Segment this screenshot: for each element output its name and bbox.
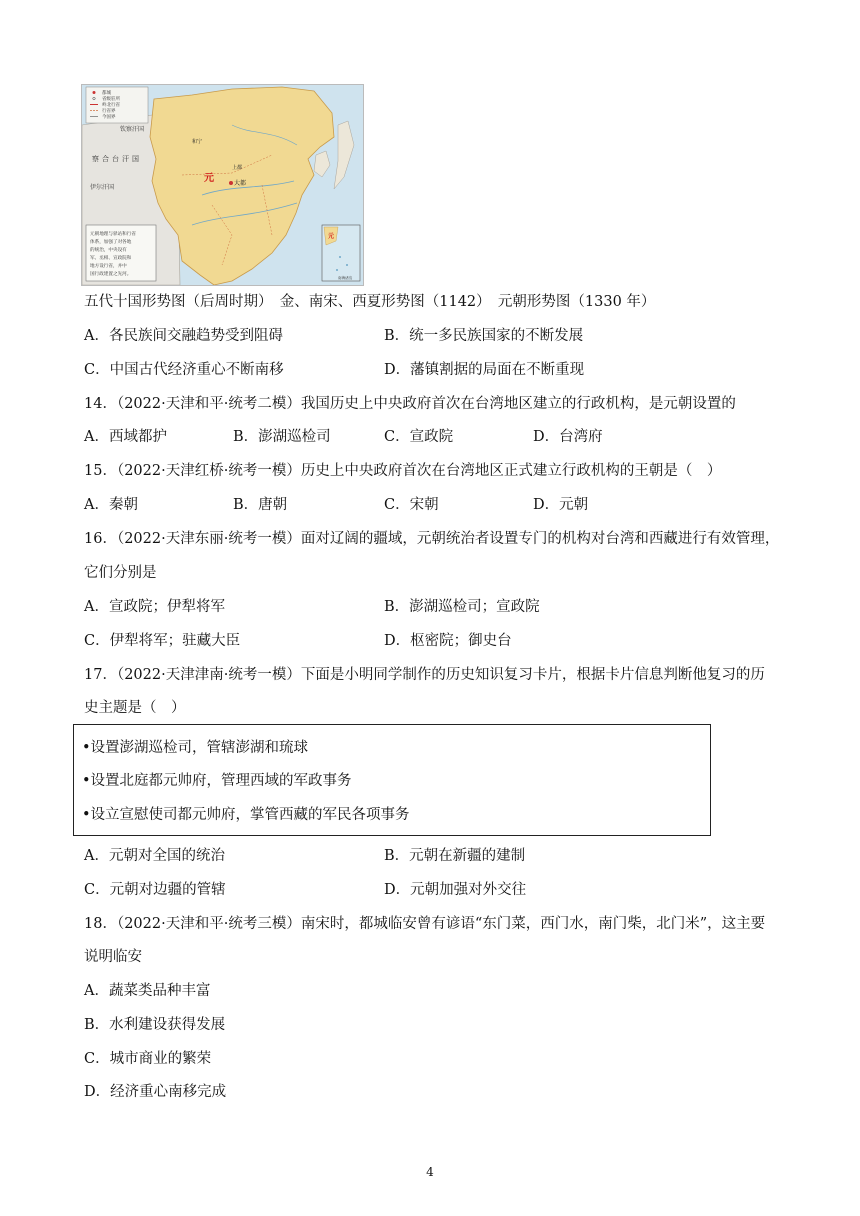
legend-line-4: 行省界	[102, 109, 116, 114]
map-label-shangdu: 上都	[232, 165, 243, 171]
q18-stem-line-1: 18．（2022·天津和平·统考三模）南宋时，都城临安曾有谚语“东门菜，西门水，南门柴，北门米”，这主要	[84, 916, 766, 932]
q16-option-a: A．宣政院；伊犁将军	[84, 599, 225, 615]
q18-option-b: B．水利建设获得发展	[84, 1017, 226, 1033]
map-note-line-3: 的统治，中央设有	[90, 248, 127, 253]
map-inset-label: 元	[328, 233, 335, 240]
map-note-line-2: 体系，加强了对各地	[90, 240, 132, 245]
legend-line-1: 都城	[102, 91, 111, 96]
map-label-helin: 和宁	[192, 139, 203, 145]
q14-option-b: B．澎湖巡检司	[233, 429, 331, 445]
q17-option-a: A．元朝对全国的统治	[84, 848, 225, 864]
map-label-qincha: 钦察汗国	[120, 126, 145, 133]
q18-option-a: A．蔬菜类品种丰富	[84, 983, 211, 999]
q18-option-d: D．经济重心南移完成	[84, 1084, 227, 1100]
page-number: 4	[426, 1165, 434, 1179]
q16-option-c: C．伊犁将军；驻藏大臣	[84, 633, 241, 649]
q13-option-d: D．藩镇割据的局面在不断重现	[384, 362, 585, 378]
q15-option-d: D．元朝	[533, 497, 589, 513]
q17-option-b: B．元朝在新疆的建制	[384, 848, 526, 864]
q16-stem-line-2: 它们分别是	[84, 565, 157, 581]
q14-stem: 14．（2022·天津和平·统考二模）我国历史上中央政府首次在台湾地区建立的行政机构，是元朝设置的	[84, 396, 736, 412]
q17-option-d: D．元朝加强对外交往	[384, 882, 527, 898]
q18-stem-line-2: 说明临安	[84, 949, 142, 965]
map-captions: 五代十国形势图（后周时期） 金、南宋、西夏形势图（1142） 元朝形势图（1330 年）	[84, 294, 656, 310]
q15-stem: 15．（2022·天津红桥·统考一模）历史上中央政府首次在台湾地区正式建立行政机构的王朝是（ ）	[84, 463, 722, 479]
review-card	[73, 724, 711, 836]
q14-option-a: A．西域都护	[84, 429, 167, 445]
legend-line-5: 今国界	[102, 115, 116, 120]
q17-stem-line-1: 17．（2022·天津津南·统考一模）下面是小明同学制作的历史知识复习卡片，根据卡片信息判断他复习的历	[84, 667, 765, 683]
map-label-yuan: 元	[204, 173, 214, 184]
map-label-dadu: 大都	[234, 180, 247, 187]
review-card-item-1: •设置澎湖巡检司，管辖澎湖和琉球	[82, 740, 309, 756]
q15-option-b: B．唐朝	[233, 497, 288, 513]
q13-option-a: A．各民族间交融趋势受到阻碍	[84, 328, 283, 344]
q15-option-c: C．宋朝	[384, 497, 439, 513]
q14-option-d: D．台湾府	[533, 429, 603, 445]
map-inset-caption: 南海诸岛	[338, 276, 353, 280]
map-note-line-1: 元朝地理与驿站和行省	[90, 232, 136, 237]
map-note-line-6: 国行政建置之先河。	[90, 272, 132, 277]
q16-option-b: B．澎湖巡检司；宣政院	[384, 599, 540, 615]
review-card-item-2: •设置北庭都元帅府，管理西域的军政事务	[82, 773, 352, 789]
q14-option-c: C．宣政院	[384, 429, 454, 445]
map-note-line-4: 军、丞相、宣政院和	[90, 256, 132, 261]
map-note-line-5: 地方设行省，并中	[90, 264, 127, 269]
q13-option-b: B．统一多民族国家的不断发展	[384, 328, 584, 344]
map-label-ilkhan: 伊尔汗国	[90, 184, 115, 191]
q17-option-c: C．元朝对边疆的管辖	[84, 882, 226, 898]
yuan-dynasty-map	[81, 84, 364, 286]
legend-line-3: 岭北行省	[102, 103, 120, 108]
q13-option-c: C．中国古代经济重心不断南移	[84, 362, 284, 378]
legend-line-2: 省级驻所	[102, 97, 120, 102]
q16-option-d: D．枢密院；御史台	[384, 633, 512, 649]
q17-stem-line-2: 史主题是（ ）	[84, 700, 186, 716]
q15-option-a: A．秦朝	[84, 497, 138, 513]
q18-option-c: C．城市商业的繁荣	[84, 1051, 212, 1067]
map-graphic	[82, 85, 363, 285]
map-label-chagatai: 察合台汗国	[92, 155, 142, 163]
review-card-item-3: •设立宣慰使司都元帅府，掌管西藏的军民各项事务	[82, 807, 410, 823]
q16-stem-line-1: 16．（2022·天津东丽·统考一模）面对辽阔的疆域，元朝统治者设置专门的机构对台湾和西藏进行有效管理，	[84, 531, 780, 547]
